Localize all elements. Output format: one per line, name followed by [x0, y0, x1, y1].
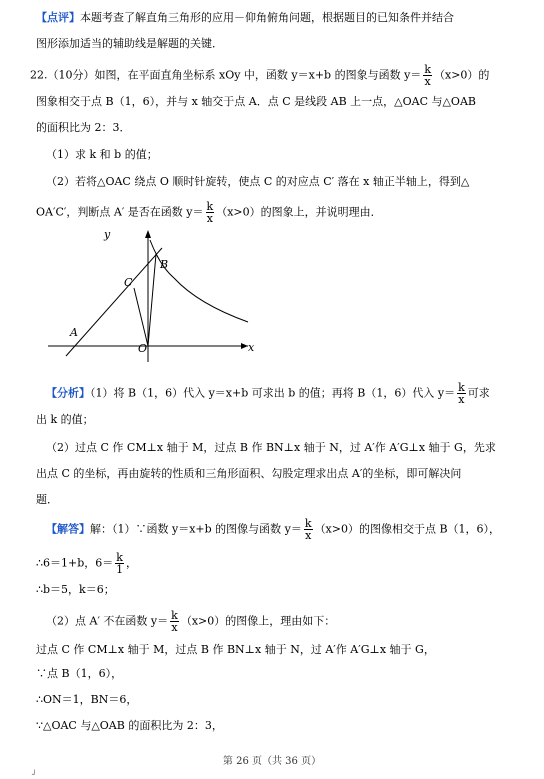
k-over-x-fraction: $\frac{k}{x}$	[424, 63, 431, 88]
point-b-label: B	[160, 258, 169, 271]
corner-mark: ┘	[32, 770, 37, 779]
solution-tag: 【解答】	[46, 522, 90, 536]
solution-line-7: ∴ON＝1，BN＝6，	[36, 693, 138, 706]
k-over-x-fraction: $\frac{k}{x}$	[304, 517, 312, 542]
analysis-line-4: 出点 C 的坐标，再由旋转的性质和三角形面积、勾股定理求出点 A′的坐标，即可解决问	[36, 467, 462, 480]
point-a-label: A	[70, 326, 78, 339]
k-over-1-fraction: $\frac{k}{1}$	[116, 551, 124, 576]
hyperbola-curve	[150, 240, 248, 322]
analysis-line-5: 题．	[36, 493, 58, 506]
segment-oc	[134, 288, 148, 346]
solution-line-6: ∵点 B（1，6），	[36, 667, 123, 680]
solution-line-2: ∴6＝1+b，6＝ $\frac{k}{1}$ ，	[36, 551, 137, 576]
k-over-x-fraction: $\frac{k}{x}$	[171, 609, 178, 634]
problem-line-3: 的面积比为 2：3．	[36, 121, 131, 134]
comment-line-2: 图形添加适当的辅助线是解题的关键．	[36, 37, 223, 50]
problem-intro	[30, 64, 489, 87]
k-over-x-fraction: $\frac{k}{x}$	[206, 200, 214, 225]
analysis-line-1: 【分析】（1）将 B（1，6）代入 y＝x+b 可求出 b 的值；再将 B（1，6）代入 y＝ $\frac{k}{x}$ 可求	[46, 381, 490, 406]
comment-text-1: 本题考查了解直角三角形的应用－仰角俯角问题，根据题目的已知条件并结合	[80, 11, 454, 24]
solution-line-1: 【解答】解：（1）∵函数 y＝x+b 的图像与函数 y＝ $\frac{k}{x}$ （x>0）的图像相交于点 B（1，6），	[46, 517, 501, 542]
x-axis-arrow	[241, 343, 248, 349]
problem-intro-text: 22.（10分）如图，在平面直角坐标系 xOy 中，函数 y＝x+b 的图象与函数 y＝	[30, 68, 422, 82]
analysis-line-3: （2）过点 C 作 CM⊥x 轴于 M，过点 B 作 BN⊥x 轴于 N，过 A′作 A′G⊥x 轴于 G，先求	[46, 441, 496, 454]
origin-label: O	[138, 342, 148, 355]
x-label: x	[248, 341, 255, 354]
solution-line-3: ∴b＝5，k＝6；	[36, 583, 115, 596]
comment-line-1	[36, 10, 454, 26]
k-over-x-fraction: $\frac{k}{x}$	[458, 381, 465, 406]
y-label: y	[104, 228, 111, 241]
coordinate-figure	[48, 226, 258, 366]
page-footer: 第 26 页（共 36 页）	[222, 756, 322, 767]
question-1: （1）求 k 和 b 的值；	[46, 148, 158, 161]
segment-ob	[148, 254, 156, 346]
analysis-line-2: 出 k 的值；	[36, 413, 94, 426]
comment-tag: 【点评】	[36, 11, 80, 24]
question-2b: OA′C′，判断点 A′ 是否在函数 y＝ $\frac{k}{x}$ （x>0）的图象上，并说明理由．	[36, 200, 382, 225]
problem-intro-tail: （x>0）的	[433, 68, 490, 82]
analysis-tag: 【分析】	[46, 386, 90, 400]
y-axis-arrow	[145, 230, 151, 238]
solution-line-8: ∵△OAC 与△OAB 的面积比为 2：3，	[36, 719, 223, 732]
solution-line-4: （2）点 A′ 不在函数 y＝ $\frac{k}{x}$ （x>0）的图像上，理由如下：	[46, 609, 336, 634]
problem-line-2: 图象相交于点 B（1，6），并与 x 轴交于点 A．点 C 是线段 AB 上一点，△OAC 与△OAB	[36, 95, 476, 108]
solution-line-5: 过点 C 作 CM⊥x 轴于 M，过点 B 作 BN⊥x 轴于 N，过 A′作 A′G⊥x 轴于 G，	[36, 643, 435, 656]
question-2a: （2）若将△OAC 绕点 O 顺时针旋转，使点 C 的对应点 C′ 落在 x 轴正半轴上，得到△	[46, 175, 470, 188]
point-c-label: C	[124, 276, 133, 289]
